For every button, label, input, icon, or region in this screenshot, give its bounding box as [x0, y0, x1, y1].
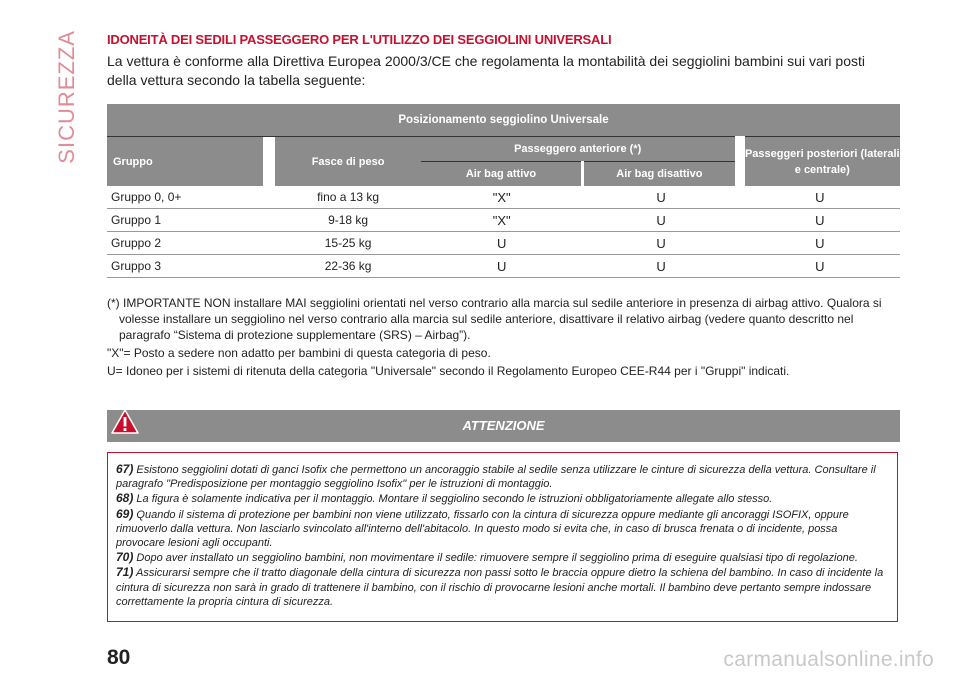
- cell-rear: U: [740, 232, 900, 255]
- header-front-passenger: Passeggero anteriore (*): [421, 137, 740, 162]
- table-row: [107, 209, 900, 232]
- cell-group: Gruppo 2: [107, 232, 263, 255]
- table-main-header: Posizionamento seggiolino Universale: [107, 104, 900, 137]
- cell-airbag-off: U: [583, 186, 740, 209]
- cell-weight: 15-25 kg: [275, 232, 420, 255]
- warning-header: ATTENZIONE: [107, 410, 900, 442]
- note-u-legend: U= Idoneo per i sistemi di ritenuta della categoria "Universale" secondo il Regolamento Europeo CEE-R44 per i "Gruppi" indicati.: [107, 364, 790, 378]
- warning-item: [116, 565, 889, 609]
- warning-item-number: 71): [116, 565, 134, 580]
- intro-paragraph: La vettura è conforme alla Direttiva Europea 2000/3/CE che regolamenta la montabilità dei seggiolini bambini sui vari posti della vettura secondo la tabella seguente:: [107, 53, 865, 88]
- cell-weight: fino a 13 kg: [275, 186, 420, 209]
- table-row: [107, 232, 900, 255]
- note-important-line1: (*) IMPORTANTE NON installare MAI seggiolini orientati nel verso contrario alla marcia sul sedile anteriore in presenza di airbag attivo. Qualora si: [107, 296, 882, 310]
- cell-airbag-off: U: [583, 232, 740, 255]
- warning-item: [116, 491, 889, 506]
- header-airbag-on: Air bag attivo: [421, 162, 583, 187]
- side-label-text: SICUREZZA: [54, 30, 79, 164]
- watermark: carmanualsonline.info: [723, 648, 934, 671]
- cell-group: Gruppo 1: [107, 209, 263, 232]
- cell-airbag-on: U: [421, 255, 583, 278]
- cell-airbag-off: U: [583, 255, 740, 278]
- header-airbag-off: Air bag disattivo: [583, 162, 740, 187]
- warning-item-number: 69): [116, 506, 134, 521]
- cell-weight: 9-18 kg: [275, 209, 420, 232]
- section-title: IDONEITÀ DEI SEDILI PASSEGGERO PER L'UTILIZZO DEI SEGGIOLINI UNIVERSALI: [107, 32, 612, 47]
- note-x-legend: "X"= Posto a sedere non adatto per bambini di questa categoria di peso.: [107, 346, 491, 360]
- cell-rear: U: [740, 209, 900, 232]
- header-weight: Fasce di peso: [275, 137, 420, 187]
- cell-weight: 22-36 kg: [275, 255, 420, 278]
- cell-airbag-on: U: [421, 232, 583, 255]
- header-rear-passengers: Passeggeri posteriori (laterali e centrale): [740, 137, 900, 187]
- warning-item-text: La figura è solamente indicativa per il montaggio. Montare il seggiolino secondo le istruzioni obbligatoriamente allegate allo stesso.: [136, 493, 773, 506]
- page-number: 80: [107, 646, 131, 669]
- cell-rear: U: [740, 186, 900, 209]
- section-side-label: [54, 30, 84, 164]
- warning-item-number: 67): [116, 462, 134, 476]
- cell-group: Gruppo 3: [107, 255, 263, 278]
- table-notes: [107, 295, 897, 381]
- warning-box: [107, 452, 898, 622]
- warning-triangle-icon: [110, 408, 140, 436]
- cell-airbag-on: "X": [421, 186, 583, 209]
- warning-item: [116, 550, 889, 565]
- table-row: [107, 186, 900, 209]
- table-row: [107, 255, 900, 278]
- note-important-line2: volesse installare un seggiolino nel verso contrario alla marcia sul sedile anteriore, disattivare il relativo airbag (vedere quanto descritto nel paragrafo “Sistema di protezione supplementare (SRS) – Airbag”).: [119, 312, 854, 342]
- header-group: Gruppo: [107, 137, 263, 187]
- note-important: [107, 295, 897, 343]
- child-seat-table: [107, 104, 900, 278]
- warning-item-number: 70): [116, 550, 134, 565]
- warning-item-number: 68): [116, 491, 134, 506]
- warning-item-text: Esistono seggiolini dotati di ganci Isofix che permettono un ancoraggio stabile al sedile senza utilizzare le cinture di sicurezza della vettura. Consultare il paragrafo "Predisposizione per montaggio seggiolino Isofix" per le istruzioni di montaggio.: [116, 464, 876, 491]
- cell-group: Gruppo 0, 0+: [107, 186, 263, 209]
- warning-item: [116, 462, 889, 491]
- header-spacer: [263, 137, 275, 187]
- cell-rear: U: [740, 255, 900, 278]
- warning-item: [116, 507, 889, 551]
- cell-airbag-off: U: [583, 209, 740, 232]
- warning-item-text: Assicurarsi sempre che il tratto diagonale della cintura di sicurezza non passi sotto le braccia oppure dietro la schiena del bambino. In caso di incidente la cintura di sicurezza non sarà in grado di trattenere il bambino, con il rischio di provocarne lesioni anche mortali. Il bambino deve pertanto sempre indossare correttamente la propria cintura di sicurezza.: [116, 567, 884, 608]
- cell-airbag-on: "X": [421, 209, 583, 232]
- warning-item-text: Dopo aver installato un seggiolino bambini, non movimentare il sedile: rimuovere sempre il seggiolino prima di eseguire qualsiasi tipo di regolazione.: [136, 552, 858, 565]
- warning-item-text: Quando il sistema di protezione per bambini non viene utilizzato, fissarlo con la cintura di sicurezza oppure mediante gli ancoraggi ISOFIX, oppure rimuoverlo dalla vettura. Non lasciarlo svincolato all'interno dell'abitacolo. In questo modo si evita che, in caso di brusca frenata o di incidente, possa provocare lesioni agli occupanti.: [116, 508, 849, 550]
